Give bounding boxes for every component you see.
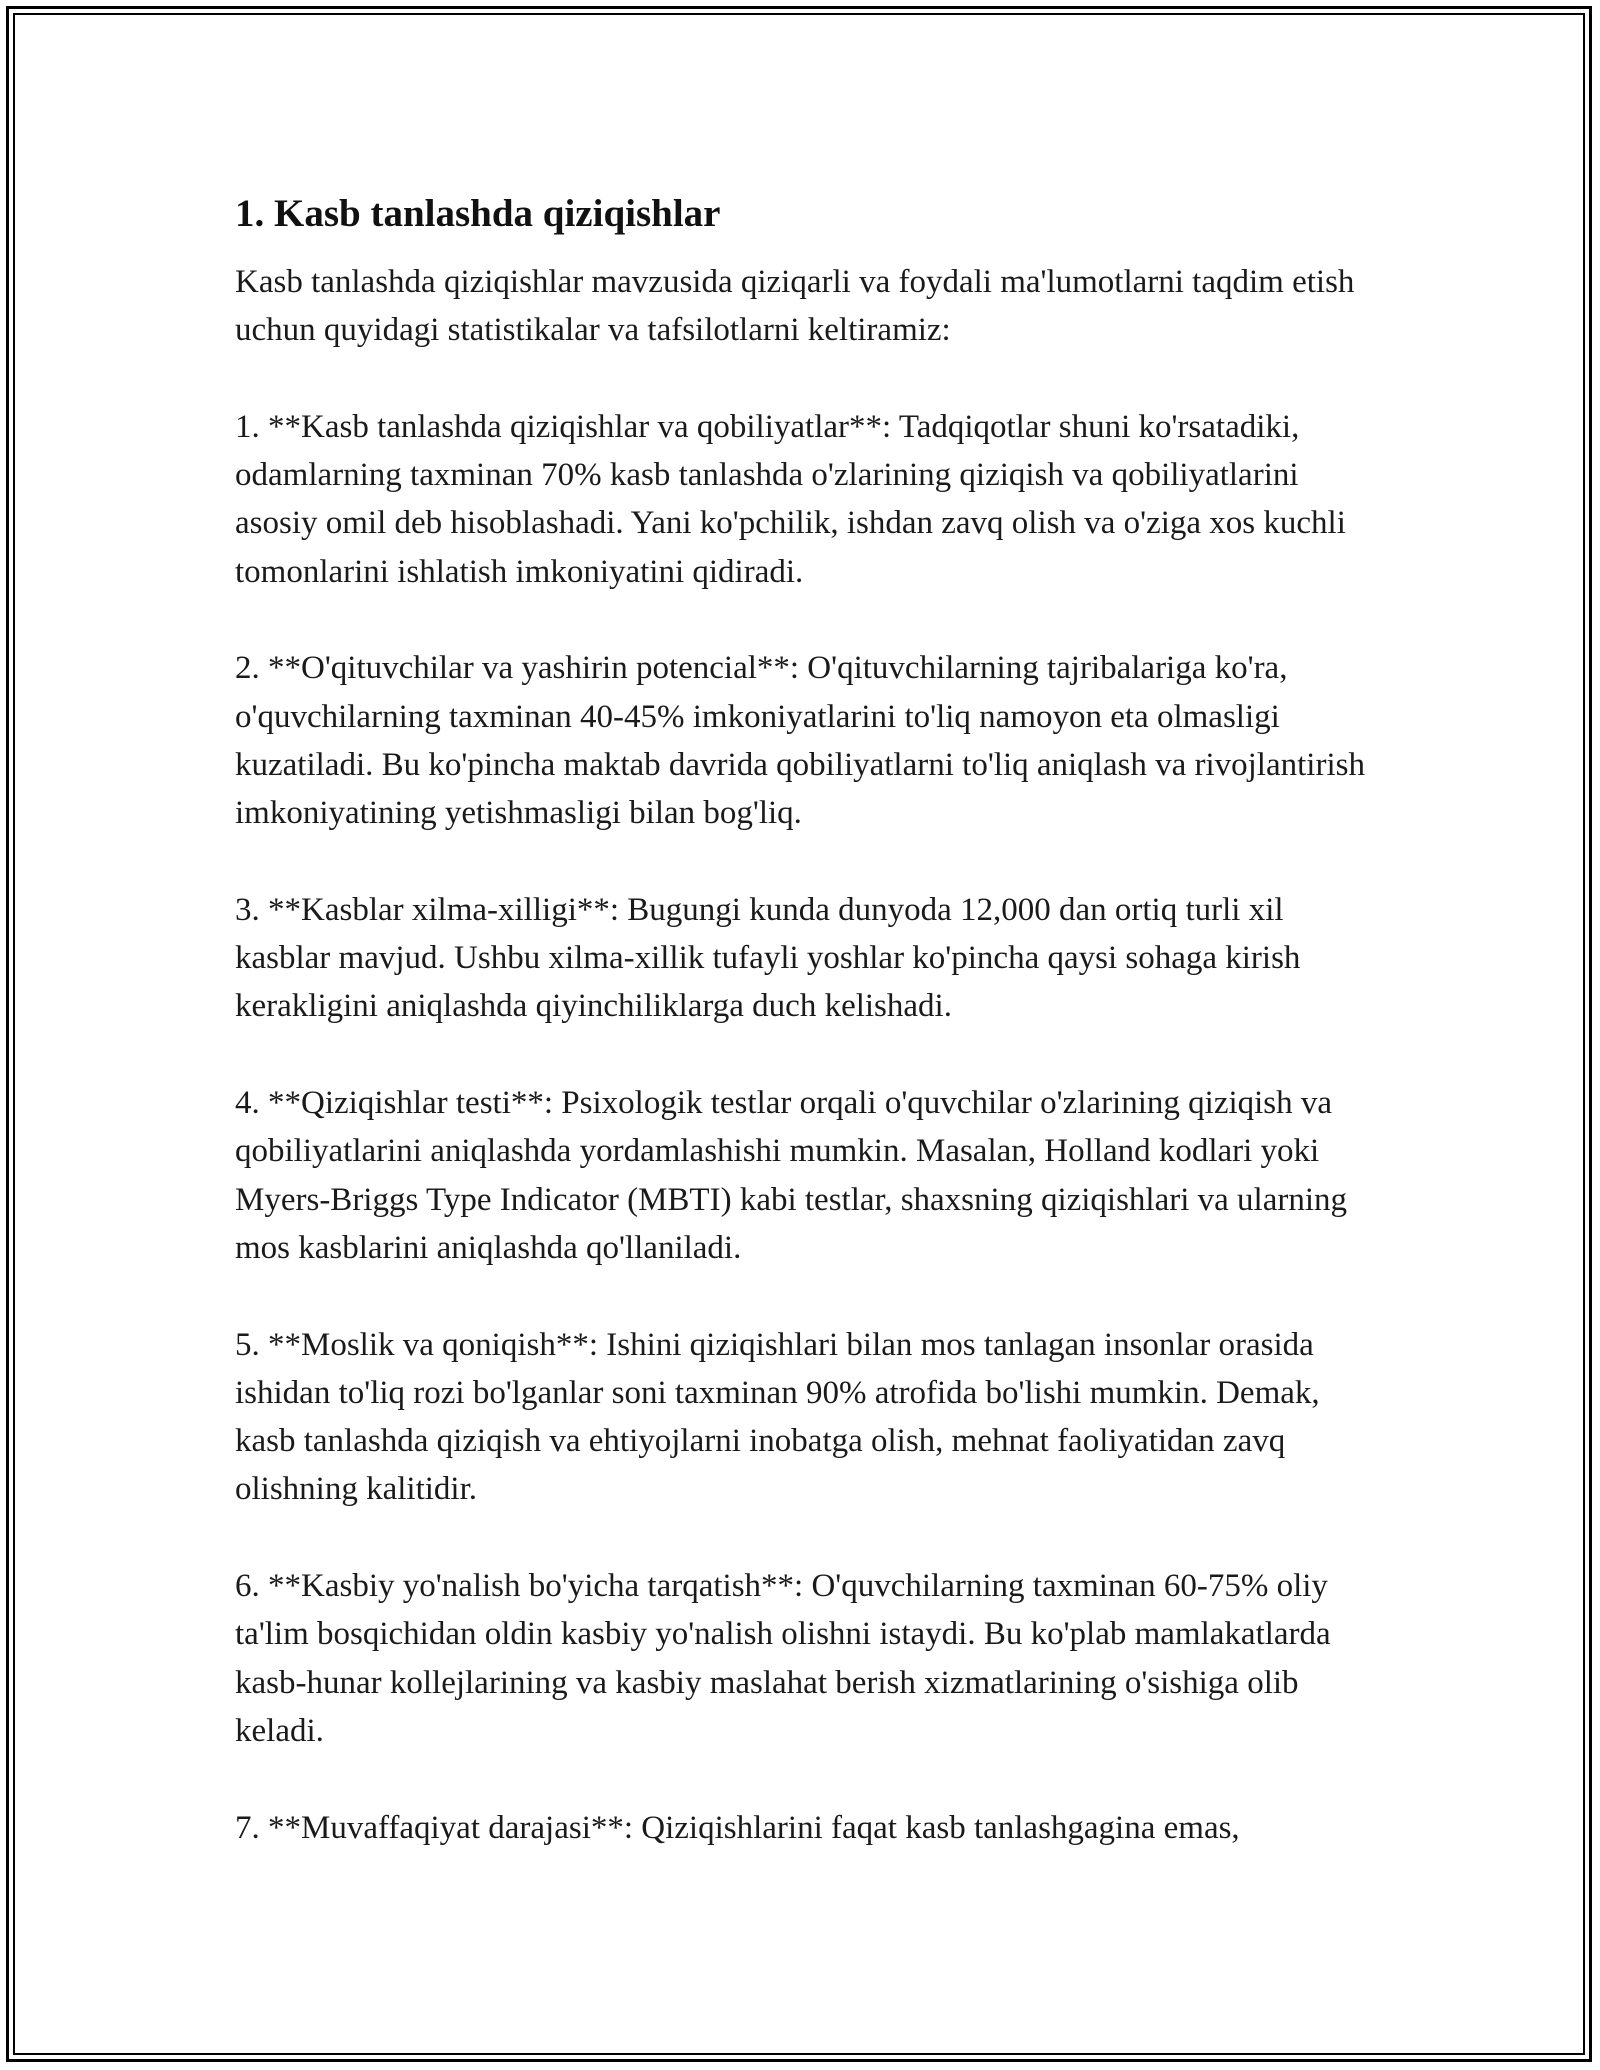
section-heading: 1. Kasb tanlashda qiziqishlar <box>235 192 721 235</box>
paragraph-item-2: 2. **O'qituvchilar va yashirin potencial**: O'qituvchilarning tajribalariga ko'ra, o'quvchilarning taxminan 40-45% imkoniyatlarini to'liq namoyon eta olmasligi kuzatiladi. Bu ko'pincha maktab davrida qobiliyatlarni to'liq aniqlash va rivojlantirish imkoniyatining yetishmasligi bilan bog'liq. <box>235 650 1365 832</box>
paragraph-item-7: 7. **Muvaffaqiyat darajasi**: Qiziqishlarini faqat kasb tanlashgagina emas, <box>235 1809 1240 1846</box>
paragraph-item-5: 5. **Moslik va qoniqish**: Ishini qiziqishlari bilan mos tanlagan insonlar orasida ishidan to'liq rozi bo'lganlar soni taxminan 90% atrofida bo'lishi mumkin. Demak, kasb tanlashda qiziqish va ehtiyojlarni inobatga olish, mehnat faoliyatidan zavq olishning kalitidir. <box>235 1326 1320 1508</box>
paragraph-item-3: 3. **Kasblar xilma-xilligi**: Bugungi kunda dunyoda 12,000 dan ortiq turli xil kasblar mavjud. Ushbu xilma-xillik tufayli yoshlar ko'pincha qaysi sohaga kirish kerakligini aniqlashda qiyinchiliklarga duch kelishadi. <box>235 891 1301 1025</box>
paragraph-item-1: 1. **Kasb tanlashda qiziqishlar va qobiliyatlar**: Tadqiqotlar shuni ko'rsatadiki, odamlarning taxminan 70% kasb tanlashda o'zlarining qiziqish va qobiliyatlarini asosiy omil deb hisoblashadi. Yani ko'pchilik, ishdan zavq olish va o'ziga xos kuchli tomonlarini ishlatish imkoniyatini qidiradi. <box>235 408 1346 590</box>
intro-paragraph: Kasb tanlashda qiziqishlar mavzusida qiziqarli va foydali ma'lumotlarni taqdim etish uchun quyidagi statistikalar va tafsilotlarni keltiramiz: <box>235 264 1355 349</box>
paragraph-item-6: 6. **Kasbiy yo'nalish bo'yicha tarqatish**: O'quvchilarning taxminan 60-75% oliy ta'lim bosqichidan oldin kasbiy yo'nalish olishni istaydi. Bu ko'plab mamlakatlarda kasb-hunar kollejlarining va kasbiy maslahat berish xizmatlarining o'sishiga olib keladi. <box>235 1568 1331 1749</box>
document-body <box>235 188 1380 1852</box>
paragraph-item-4: 4. **Qiziqishlar testi**: Psixologik testlar orqali o'quvchilar o'zlarining qiziqish va qobiliyatlarini aniqlashda yordamlashishi mumkin. Masalan, Holland kodlari yoki Myers-Briggs Type Indicator (MBTI) kabi testlar, shaxsning qiziqishlari va ularning mos kasblarini aniqlashda qo'llaniladi. <box>235 1085 1348 1266</box>
